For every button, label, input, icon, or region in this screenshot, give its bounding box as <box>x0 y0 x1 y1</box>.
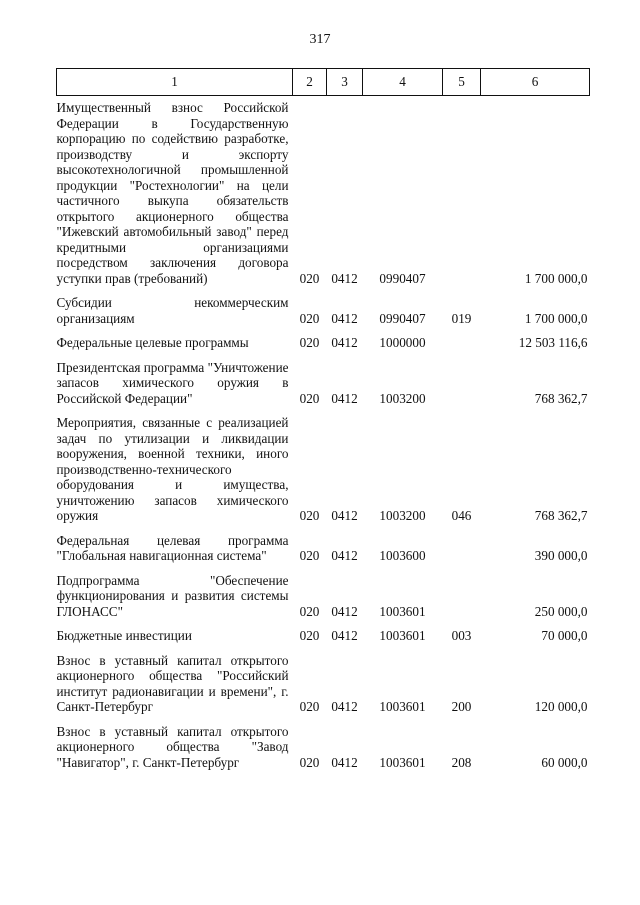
row-name: Мероприятия, связанные с реализацией задач по утилизации и ликвидации вооружения, военной техники, иного производственно-технического оборудования и имущества, уничтожению запасов химического оружия <box>56 415 289 523</box>
row-section-code: 0412 <box>331 335 358 350</box>
row-amount: 390 000,0 <box>534 548 588 563</box>
column-header-3: 3 <box>327 69 363 96</box>
column-header-6: 6 <box>481 69 590 96</box>
row-ministry-code: 020 <box>299 270 320 286</box>
row-amount: 1 700 000,0 <box>524 310 588 326</box>
row-target-code: 1003601 <box>379 628 426 643</box>
row-target-code: 0990407 <box>379 270 426 286</box>
table-row <box>57 564 590 620</box>
row-ministry-code: 020 <box>299 390 320 406</box>
row-name: Взнос в уставный капитал открытого акционерного общества "Завод "Навигатор", г. Санкт-Петербург <box>56 723 289 770</box>
row-ministry-code: 020 <box>299 310 320 326</box>
row-kind-code: 208 <box>451 754 472 770</box>
column-header-row <box>57 69 590 96</box>
row-section-code: 0412 <box>331 270 358 286</box>
column-header-2: 2 <box>293 69 327 96</box>
row-target-code: 1003200 <box>379 508 426 523</box>
row-name: Федеральные целевые программы <box>56 335 249 350</box>
row-kind-code <box>443 564 481 620</box>
row-section-code: 0412 <box>331 699 358 714</box>
row-kind-code: 046 <box>451 508 472 523</box>
row-kind-code: 200 <box>451 699 472 714</box>
page-number: 317 <box>309 32 331 47</box>
table-row <box>57 644 590 715</box>
table-row <box>57 326 590 351</box>
row-ministry-code: 020 <box>299 699 320 714</box>
table-row <box>57 715 590 771</box>
table-row <box>57 286 590 326</box>
row-target-code: 0990407 <box>379 310 426 326</box>
row-name: Подпрограмма "Обеспечение функционирования и развития системы ГЛОНАСС" <box>56 572 289 619</box>
row-name: Имущественный взнос Российской Федерации в Государственную корпорацию по содействию разработке, производству и экспорту высокотехнологичной промышленной продукции "Ростехнологии" на цели частичного выкупа обязательств открытого акционерного общества "Ижевский автомобильный завод" перед кредитными организациями посредством заключения договора уступки прав (требований) <box>56 100 289 286</box>
table-row <box>57 351 590 407</box>
row-kind-code: 019 <box>451 310 472 326</box>
row-amount: 1 700 000,0 <box>524 270 588 286</box>
row-section-code: 0412 <box>331 754 358 770</box>
column-header-4: 4 <box>363 69 443 96</box>
row-amount: 60 000,0 <box>541 754 588 770</box>
row-ministry-code: 020 <box>299 508 320 523</box>
row-target-code: 1003601 <box>379 699 426 714</box>
column-header-5: 5 <box>443 69 481 96</box>
row-section-code: 0412 <box>331 390 358 406</box>
row-section-code: 0412 <box>331 628 358 643</box>
row-kind-code: 003 <box>451 628 472 643</box>
row-target-code: 1003200 <box>379 390 426 406</box>
table-row <box>57 619 590 644</box>
table-row <box>57 96 590 287</box>
row-amount: 120 000,0 <box>534 699 588 714</box>
row-section-code: 0412 <box>331 508 358 523</box>
table-row <box>57 524 590 564</box>
row-amount: 70 000,0 <box>541 628 588 643</box>
row-amount: 768 362,7 <box>534 390 588 406</box>
row-ministry-code: 020 <box>299 548 320 563</box>
row-section-code: 0412 <box>331 603 358 619</box>
row-name: Субсидии некоммерческим организациям <box>56 295 289 326</box>
column-header-1: 1 <box>57 69 293 96</box>
row-kind-code <box>443 524 481 564</box>
row-amount: 12 503 116,6 <box>518 335 588 350</box>
row-kind-code <box>443 351 481 407</box>
row-ministry-code: 020 <box>299 628 320 643</box>
row-name: Федеральная целевая программа "Глобальная навигационная система" <box>56 532 289 563</box>
table-row <box>57 406 590 524</box>
row-kind-code <box>443 326 481 351</box>
budget-table <box>56 68 590 770</box>
row-name: Бюджетные инвестиции <box>56 628 192 643</box>
row-section-code: 0412 <box>331 548 358 563</box>
row-target-code: 1003600 <box>379 548 426 563</box>
row-name: Взнос в уставный капитал открытого акционерного общества "Российский институт радионавигации и времени", г. Санкт-Петербург <box>56 652 289 714</box>
row-target-code: 1003601 <box>379 754 426 770</box>
row-amount: 250 000,0 <box>534 603 588 619</box>
row-ministry-code: 020 <box>299 754 320 770</box>
row-section-code: 0412 <box>331 310 358 326</box>
row-target-code: 1000000 <box>379 335 426 350</box>
row-kind-code <box>443 96 481 287</box>
row-ministry-code: 020 <box>299 335 320 350</box>
row-amount: 768 362,7 <box>534 508 588 523</box>
row-name: Президентская программа "Уничтожение запасов химического оружия в Российской Федерации" <box>56 359 289 406</box>
row-target-code: 1003601 <box>379 603 426 619</box>
row-ministry-code: 020 <box>299 603 320 619</box>
